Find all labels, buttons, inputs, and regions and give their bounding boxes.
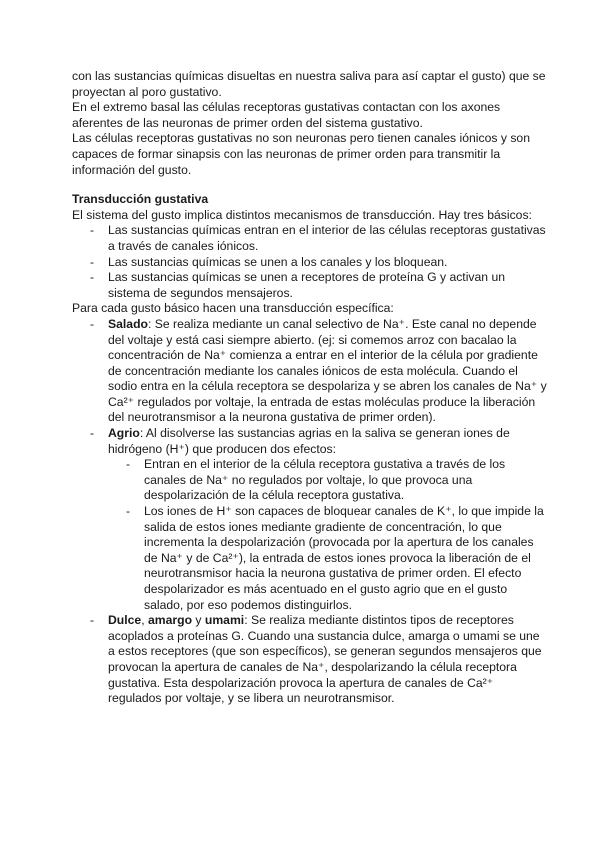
dash-bullet: - — [90, 613, 95, 628]
agrio-effect-item — [72, 504, 548, 613]
dash-bullet: - — [90, 254, 95, 269]
mechanism-item — [72, 223, 548, 254]
document-body — [72, 69, 548, 707]
taste-lead: Para cada gusto básico hacen una transducción específica: — [72, 301, 394, 316]
term-separator: , — [141, 613, 148, 628]
mechanism-text: Las sustancias químicas se unen a receptores de proteína G y activan un sistema de segundos mensajeros. — [108, 270, 505, 300]
dash-bullet: - — [90, 316, 95, 331]
section-heading: Transducción gustativa — [72, 192, 209, 207]
taste-item-agrio — [72, 426, 548, 457]
taste-term: Salado — [108, 316, 148, 331]
taste-description: : Se realiza mediante distintos tipos de receptores acoplados a proteínas G. Cuando una sustancia dulce, amarga o umami se une a estos receptores (que son específicos), se generan segundos mensajeros que provocan la apertura de canales de Na⁺, despolarizando la célula receptora gustativa. Esta despolarización provoca la apertura de canales de Ca²⁺ regulados por voltaje, y se libera un neurotransmisor. — [108, 613, 542, 706]
taste-item-dulce-amargo-umami — [72, 613, 548, 707]
dash-bullet: - — [90, 223, 95, 238]
mechanism-text: Las sustancias químicas se unen a los canales y los bloquean. — [108, 254, 448, 269]
taste-description: : Al disolverse las sustancias agrias en la saliva se generan iones de hidrógeno (H⁺) que producen dos efectos: — [108, 426, 510, 456]
taste-term: Dulce — [108, 613, 142, 628]
taste-term: amargo — [147, 613, 193, 628]
mechanism-item — [72, 255, 548, 271]
effect-text: Entran en el interior de la célula receptora gustativa a través de los canales de Na⁺ no regulados por voltaje, lo que provoca una despolarización de la célula receptora gustativa. — [144, 457, 506, 503]
effect-text: Los iones de H⁺ son capaces de bloquear canales de K⁺, lo que impide la salida de estos iones mediante gradiente de concentración, lo que incrementa la despolarización (provocada por la apertura de los canales de Na⁺ y de Ca²⁺), la entrada de estos iones provoca la liberación de el neurotransmisor hacia la neurona gustativa de primer orden. El efecto despolarizador es más acentuado en el gusto agrio que en el gusto salado, por eso podemos distinguirlos. — [144, 504, 544, 612]
term-separator: y — [192, 613, 205, 628]
intro-paragraph-3: Las células receptoras gustativas no son neuronas pero tienen canales iónicos y son capaces de formar sinapsis con las neuronas de primer orden para transmitir la información del gusto. — [72, 131, 530, 177]
intro-paragraph-1: con las sustancias químicas disueltas en nuestra saliva para así captar el gusto) que se proyectan al poro gustativo. — [72, 69, 546, 99]
section-intro: El sistema del gusto implica distintos mecanismos de transducción. Hay tres básicos: — [72, 207, 532, 222]
dash-bullet: - — [90, 270, 95, 285]
agrio-effect-item — [72, 457, 548, 504]
mechanism-text: Las sustancias químicas entran en el interior de las células receptoras gustativas a través de canales iónicos. — [108, 223, 546, 253]
dash-bullet: - — [126, 457, 131, 472]
dash-bullet: - — [126, 504, 131, 519]
intro-paragraph-2: En el extremo basal las células receptoras gustativas contactan con los axones aferentes de las neuronas de primer orden del sistema gustativo. — [72, 100, 501, 130]
mechanism-item — [72, 270, 548, 301]
taste-item-salado — [72, 317, 548, 426]
taste-term: Agrio — [108, 426, 140, 441]
dash-bullet: - — [90, 426, 95, 441]
taste-description: : Se realiza mediante un canal selectivo de Na⁺. Este canal no depende del voltaje y está casi siempre abierto. (ej: si comemos arroz con bacalao la concentración de Na⁺ comienza a entrar en el interior de la célula por gradiente de concentración mediante los canales iónicos de esta molécula. Cuando el sodio entra en la célula receptora se despolariza y se abren los canales de Na⁺ y Ca²⁺ regulados por voltaje, la entrada de estas moléculas produce la liberación del neurotransmisor a la neurona gustativa de primer orden). — [108, 316, 547, 425]
taste-term: umami — [204, 613, 245, 628]
